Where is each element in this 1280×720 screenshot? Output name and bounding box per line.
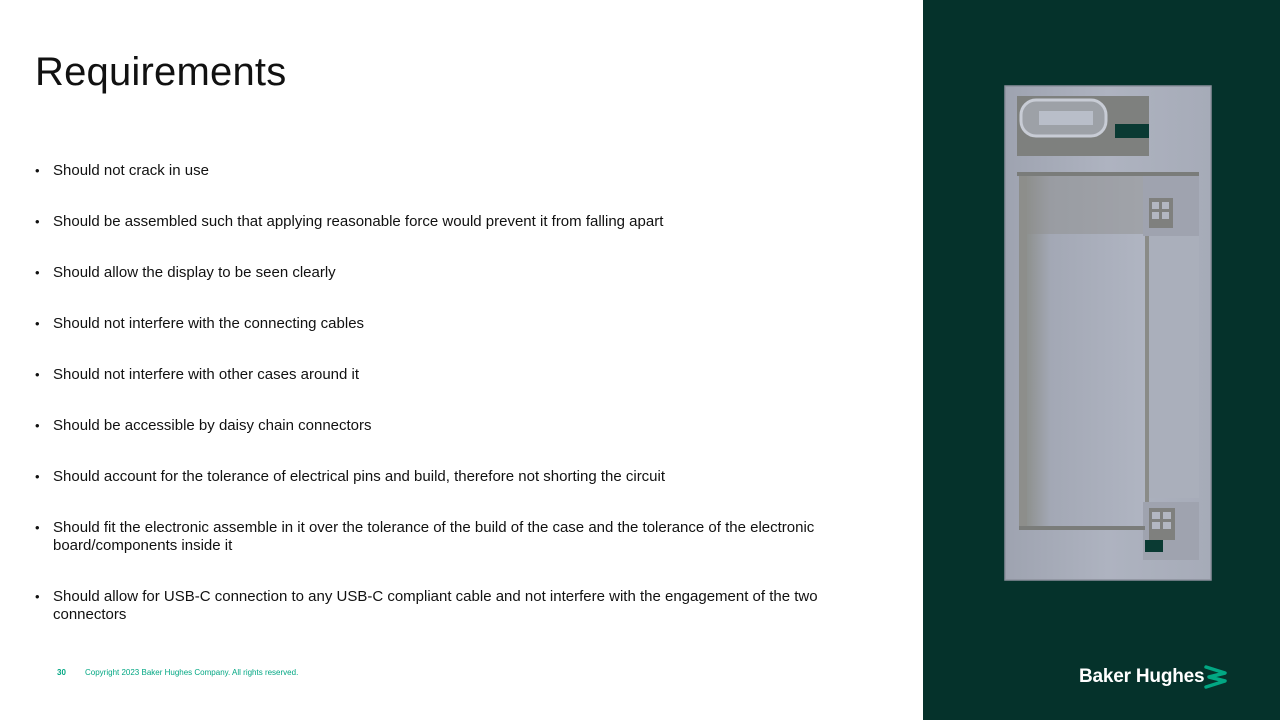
requirement-item — [35, 417, 855, 435]
requirement-text: Should be assembled such that applying reasonable force would prevent it from falling apart — [53, 213, 664, 230]
slide-title: Requirements — [35, 50, 287, 94]
bullet-dot-icon: • — [35, 316, 40, 331]
brand-logo-text: Baker Hughes — [1079, 666, 1205, 687]
bullet-dot-icon: • — [35, 265, 40, 280]
requirement-text: Should account for the tolerance of electrical pins and build, therefore not shorting the circuit — [53, 468, 666, 485]
requirement-item — [35, 264, 855, 282]
image-panel — [923, 0, 1280, 720]
requirement-item — [35, 588, 855, 624]
chevron-mark-icon — [1203, 664, 1229, 690]
requirement-item — [35, 468, 855, 486]
requirement-text: Should not crack in use — [53, 162, 209, 179]
bullet-dot-icon: • — [35, 469, 40, 484]
requirement-text: Should allow for USB-C connection to any USB-C compliant cable and not interfere with the engagement of the two connectors — [53, 588, 818, 623]
bullet-dot-icon: • — [35, 367, 40, 382]
requirement-item — [35, 366, 855, 384]
requirement-item — [35, 162, 855, 180]
page-number: 30 — [57, 668, 66, 677]
requirement-item — [35, 315, 855, 333]
requirement-text: Should be accessible by daisy chain connectors — [53, 417, 372, 434]
copyright-text: Copyright 2023 Baker Hughes Company. All rights reserved. — [85, 668, 299, 677]
bullet-dot-icon: • — [35, 163, 40, 178]
requirements-list — [35, 162, 855, 657]
requirement-text: Should allow the display to be seen clearly — [53, 264, 336, 281]
bullet-dot-icon: • — [35, 418, 40, 433]
bullet-dot-icon: • — [35, 589, 40, 604]
bullet-dot-icon: • — [35, 520, 40, 535]
requirement-item — [35, 213, 855, 231]
bullet-dot-icon: • — [35, 214, 40, 229]
requirement-text: Should not interfere with other cases around it — [53, 366, 360, 383]
requirement-text: Should fit the electronic assemble in it over the tolerance of the build of the case and the tolerance of the electronic board/components inside it — [53, 519, 815, 554]
case-render-image — [1003, 84, 1215, 582]
requirement-text: Should not interfere with the connecting cables — [53, 315, 365, 332]
requirement-item — [35, 519, 855, 555]
